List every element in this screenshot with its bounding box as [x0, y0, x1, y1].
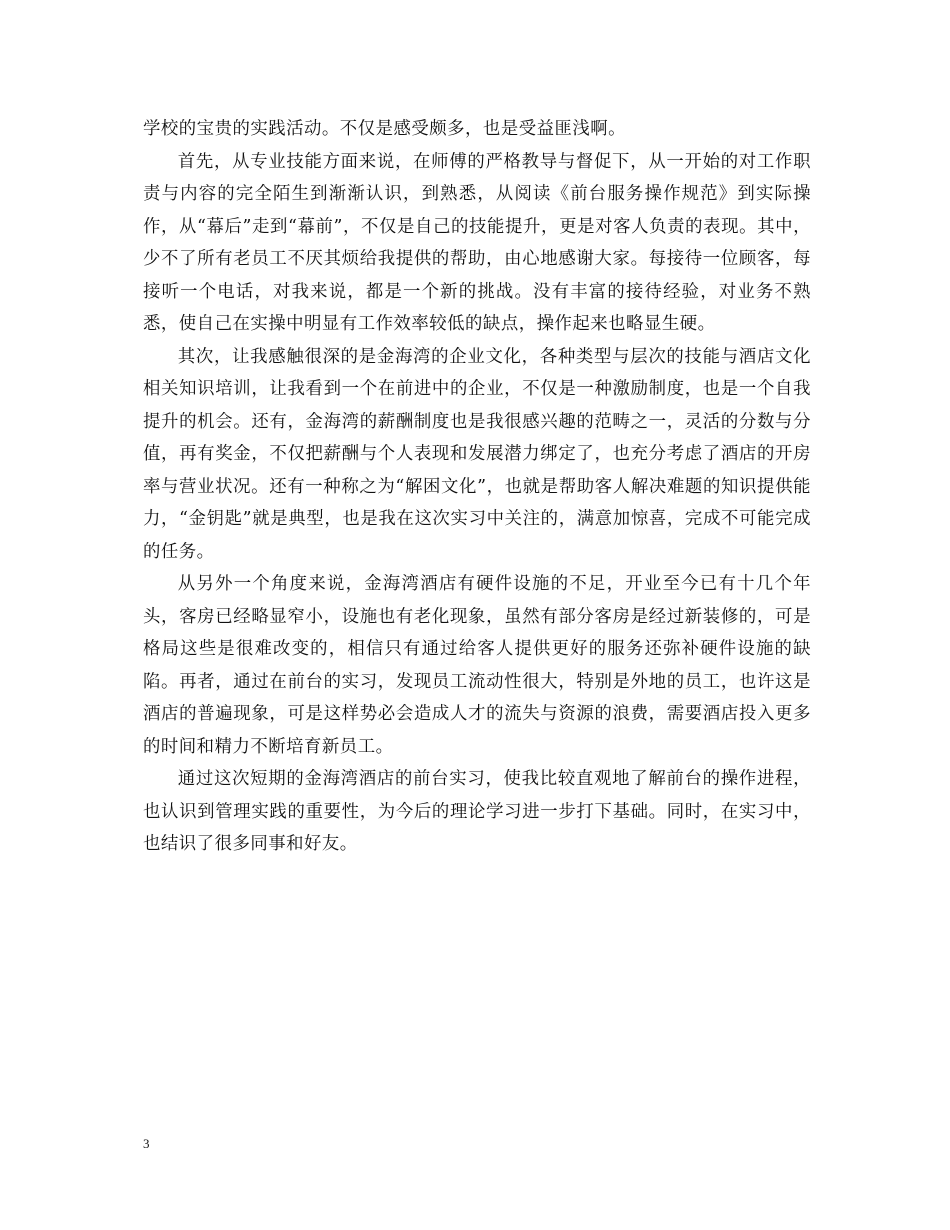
paragraph-4: 从另外一个角度来说，金海湾酒店有硬件设施的不足，开业至今已有十几个年头，客房已经略显窄小，设施也有老化现象，虽然有部分客房是经过新装修的，可是格局这些是很难改变的，相信只有通过给客人提供更好的服务还弥补硬件设施的缺陷。再者，通过在前台的实习，发现员工流动性很大，特别是外地的员工，也许这是酒店的普遍现象，可是这样势必会造成人才的流失与资源的浪费，需要酒店投入更多的时间和精力不断培育新员工。 — [143, 574, 811, 757]
paragraph-3: 其次，让我感触很深的是金海湾的企业文化，各种类型与层次的技能与酒店文化相关知识培训，让我看到一个在前进中的企业，不仅是一种激励制度，也是一个自我提升的机会。还有，金海湾的薪酬制度也是我很感兴趣的范畴之一，灵活的分数与分值，再有奖金，不仅把薪酬与个人表现和发展潜力绑定了，也充分考虑了酒店的开房率与营业状况。还有一种称之为“解困文化”，也就是帮助客人解决难题的知识提供能力，“金钥匙”就是典型，也是我在这次实习中关注的，满意加惊喜，完成不可能完成的任务。 — [143, 346, 811, 562]
paragraph-1: 学校的宝贵的实践活动。不仅是感受颇多，也是受益匪浅啊。 — [143, 119, 627, 139]
paragraph-2: 首先，从专业技能方面来说，在师傅的严格教导与督促下，从一开始的对工作职责与内容的完全陌生到渐渐认识，到熟悉，从阅读《前台服务操作规范》到实际操作，从“幕后”走到“幕前”，不仅是自己的技能提升，更是对客人负责的表现。其中，少不了所有老员工不厌其烦给我提供的帮助，由心地感谢大家。每接待一位顾客，每接听一个电话，对我来说，都是一个新的挑战。没有丰富的接待经验，对业务不熟悉，使自己在实操中明显有工作效率较低的缺点，操作起来也略显生硬。 — [143, 151, 811, 334]
document-body — [143, 113, 811, 861]
page-number: 3 — [143, 1136, 150, 1151]
paragraph-5: 通过这次短期的金海湾酒店的前台实习，使我比较直观地了解前台的操作进程，也认识到管理实践的重要性，为今后的理论学习进一步打下基础。同时，在实习中，也结识了很多同事和好友。 — [143, 769, 811, 854]
